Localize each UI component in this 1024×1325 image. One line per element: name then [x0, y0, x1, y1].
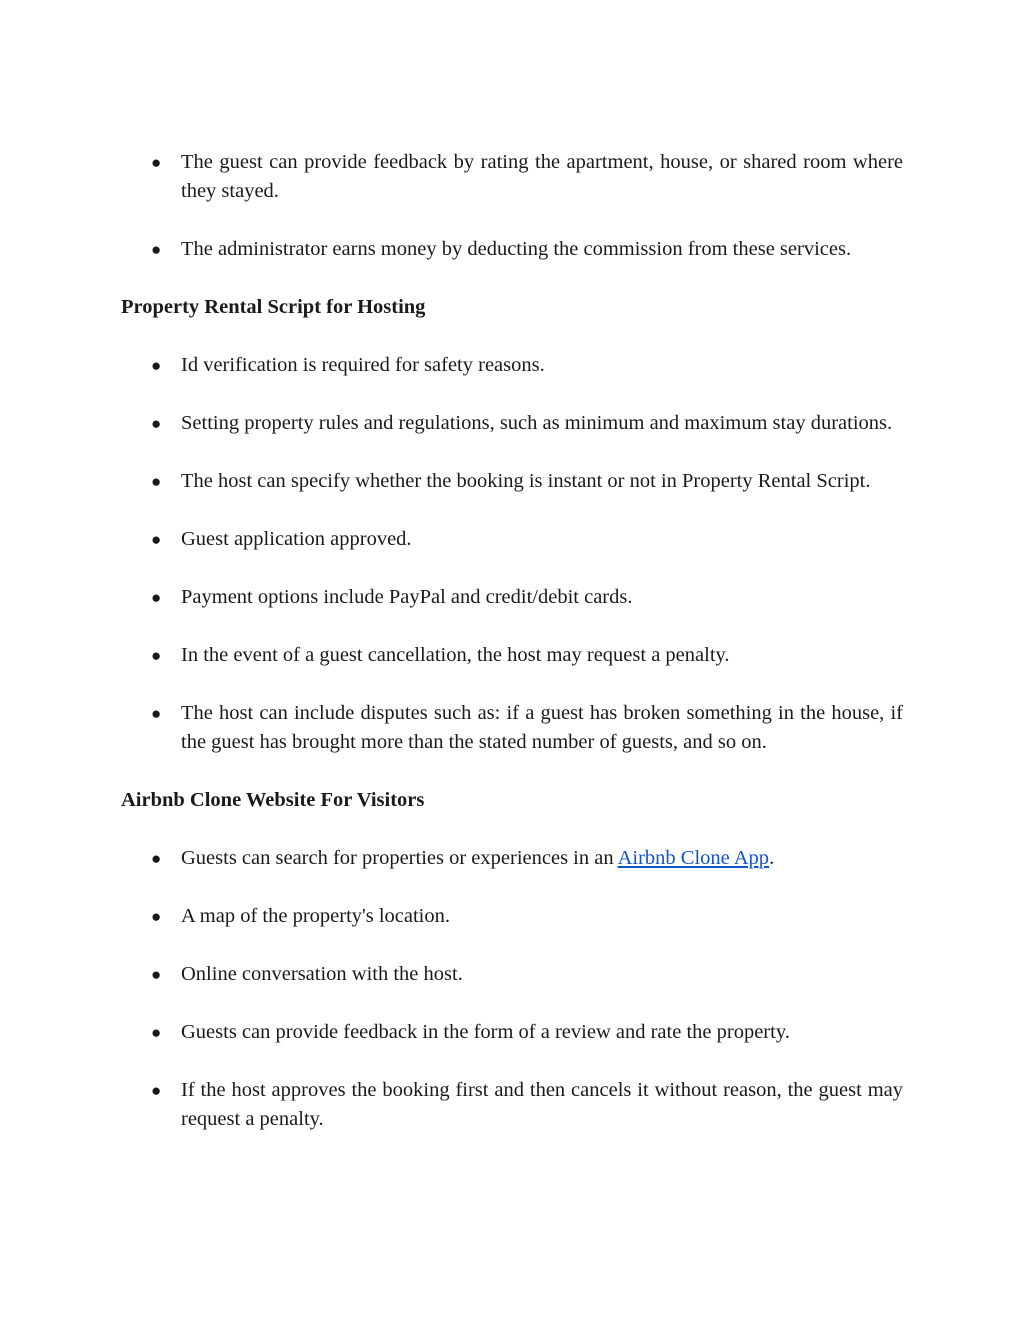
list-item-text: The host can specify whether the booking is instant or not in Property Rental Script. — [181, 470, 871, 492]
list-item-text: The host can include disputes such as: if a guest has broken something in the house, if the guest has brought more than the stated number of guests, and so on. — [181, 702, 903, 753]
section-heading-hosting: Property Rental Script for Hosting — [121, 296, 426, 318]
list-item — [121, 351, 903, 380]
bullet-icon: ● — [151, 472, 162, 491]
list-item-text: Guests can provide feedback in the form of a review and rate the property. — [181, 1021, 790, 1043]
bullet-icon: ● — [151, 1081, 162, 1100]
list-item-text: If the host approves the booking first and then cancels it without reason, the guest may request a penalty. — [181, 1079, 903, 1130]
list-item — [121, 525, 903, 554]
bullet-icon: ● — [151, 704, 162, 723]
bullet-list-intro — [121, 148, 903, 264]
document-body — [121, 148, 903, 1163]
list-item — [121, 699, 903, 757]
list-item — [121, 960, 903, 989]
list-item-text: The administrator earns money by deducting the commission from these services. — [181, 238, 852, 260]
bullet-icon: ● — [151, 356, 162, 375]
bullet-icon: ● — [151, 240, 162, 259]
bullet-icon: ● — [151, 1023, 162, 1042]
list-item — [121, 409, 903, 438]
list-item-text: Setting property rules and regulations, such as minimum and maximum stay durations. — [181, 412, 893, 434]
list-item — [121, 1018, 903, 1047]
list-item — [121, 844, 903, 873]
bullet-icon: ● — [151, 153, 162, 172]
list-item-text-before-link: Guests can search for properties or experiences in an — [181, 847, 618, 869]
list-item-text: Online conversation with the host. — [181, 963, 463, 985]
list-item-text: A map of the property's location. — [181, 905, 450, 927]
bullet-list-hosting — [121, 351, 903, 757]
bullet-icon: ● — [151, 646, 162, 665]
bullet-icon: ● — [151, 907, 162, 926]
list-item-text: Id verification is required for safety reasons. — [181, 354, 545, 376]
list-item — [121, 148, 903, 206]
list-item-text: Guest application approved. — [181, 528, 412, 550]
list-item — [121, 235, 903, 264]
bullet-icon: ● — [151, 530, 162, 549]
airbnb-clone-app-link[interactable]: Airbnb Clone App — [617, 847, 770, 869]
list-item — [121, 641, 903, 670]
list-item-text: In the event of a guest cancellation, the host may request a penalty. — [181, 644, 730, 666]
list-item — [121, 902, 903, 931]
bullet-icon: ● — [151, 588, 162, 607]
list-item-text-after-link: . — [769, 847, 775, 869]
list-item-text: The guest can provide feedback by rating the apartment, house, or shared room where they stayed. — [181, 151, 903, 202]
bullet-icon: ● — [151, 965, 162, 984]
list-item — [121, 1076, 903, 1134]
section-heading-visitors: Airbnb Clone Website For Visitors — [121, 789, 425, 811]
bullet-icon: ● — [151, 414, 162, 433]
list-item-text: Payment options include PayPal and credit/debit cards. — [181, 586, 633, 608]
list-item — [121, 467, 903, 496]
bullet-list-visitors — [121, 844, 903, 1134]
bullet-icon: ● — [151, 849, 162, 868]
list-item — [121, 583, 903, 612]
